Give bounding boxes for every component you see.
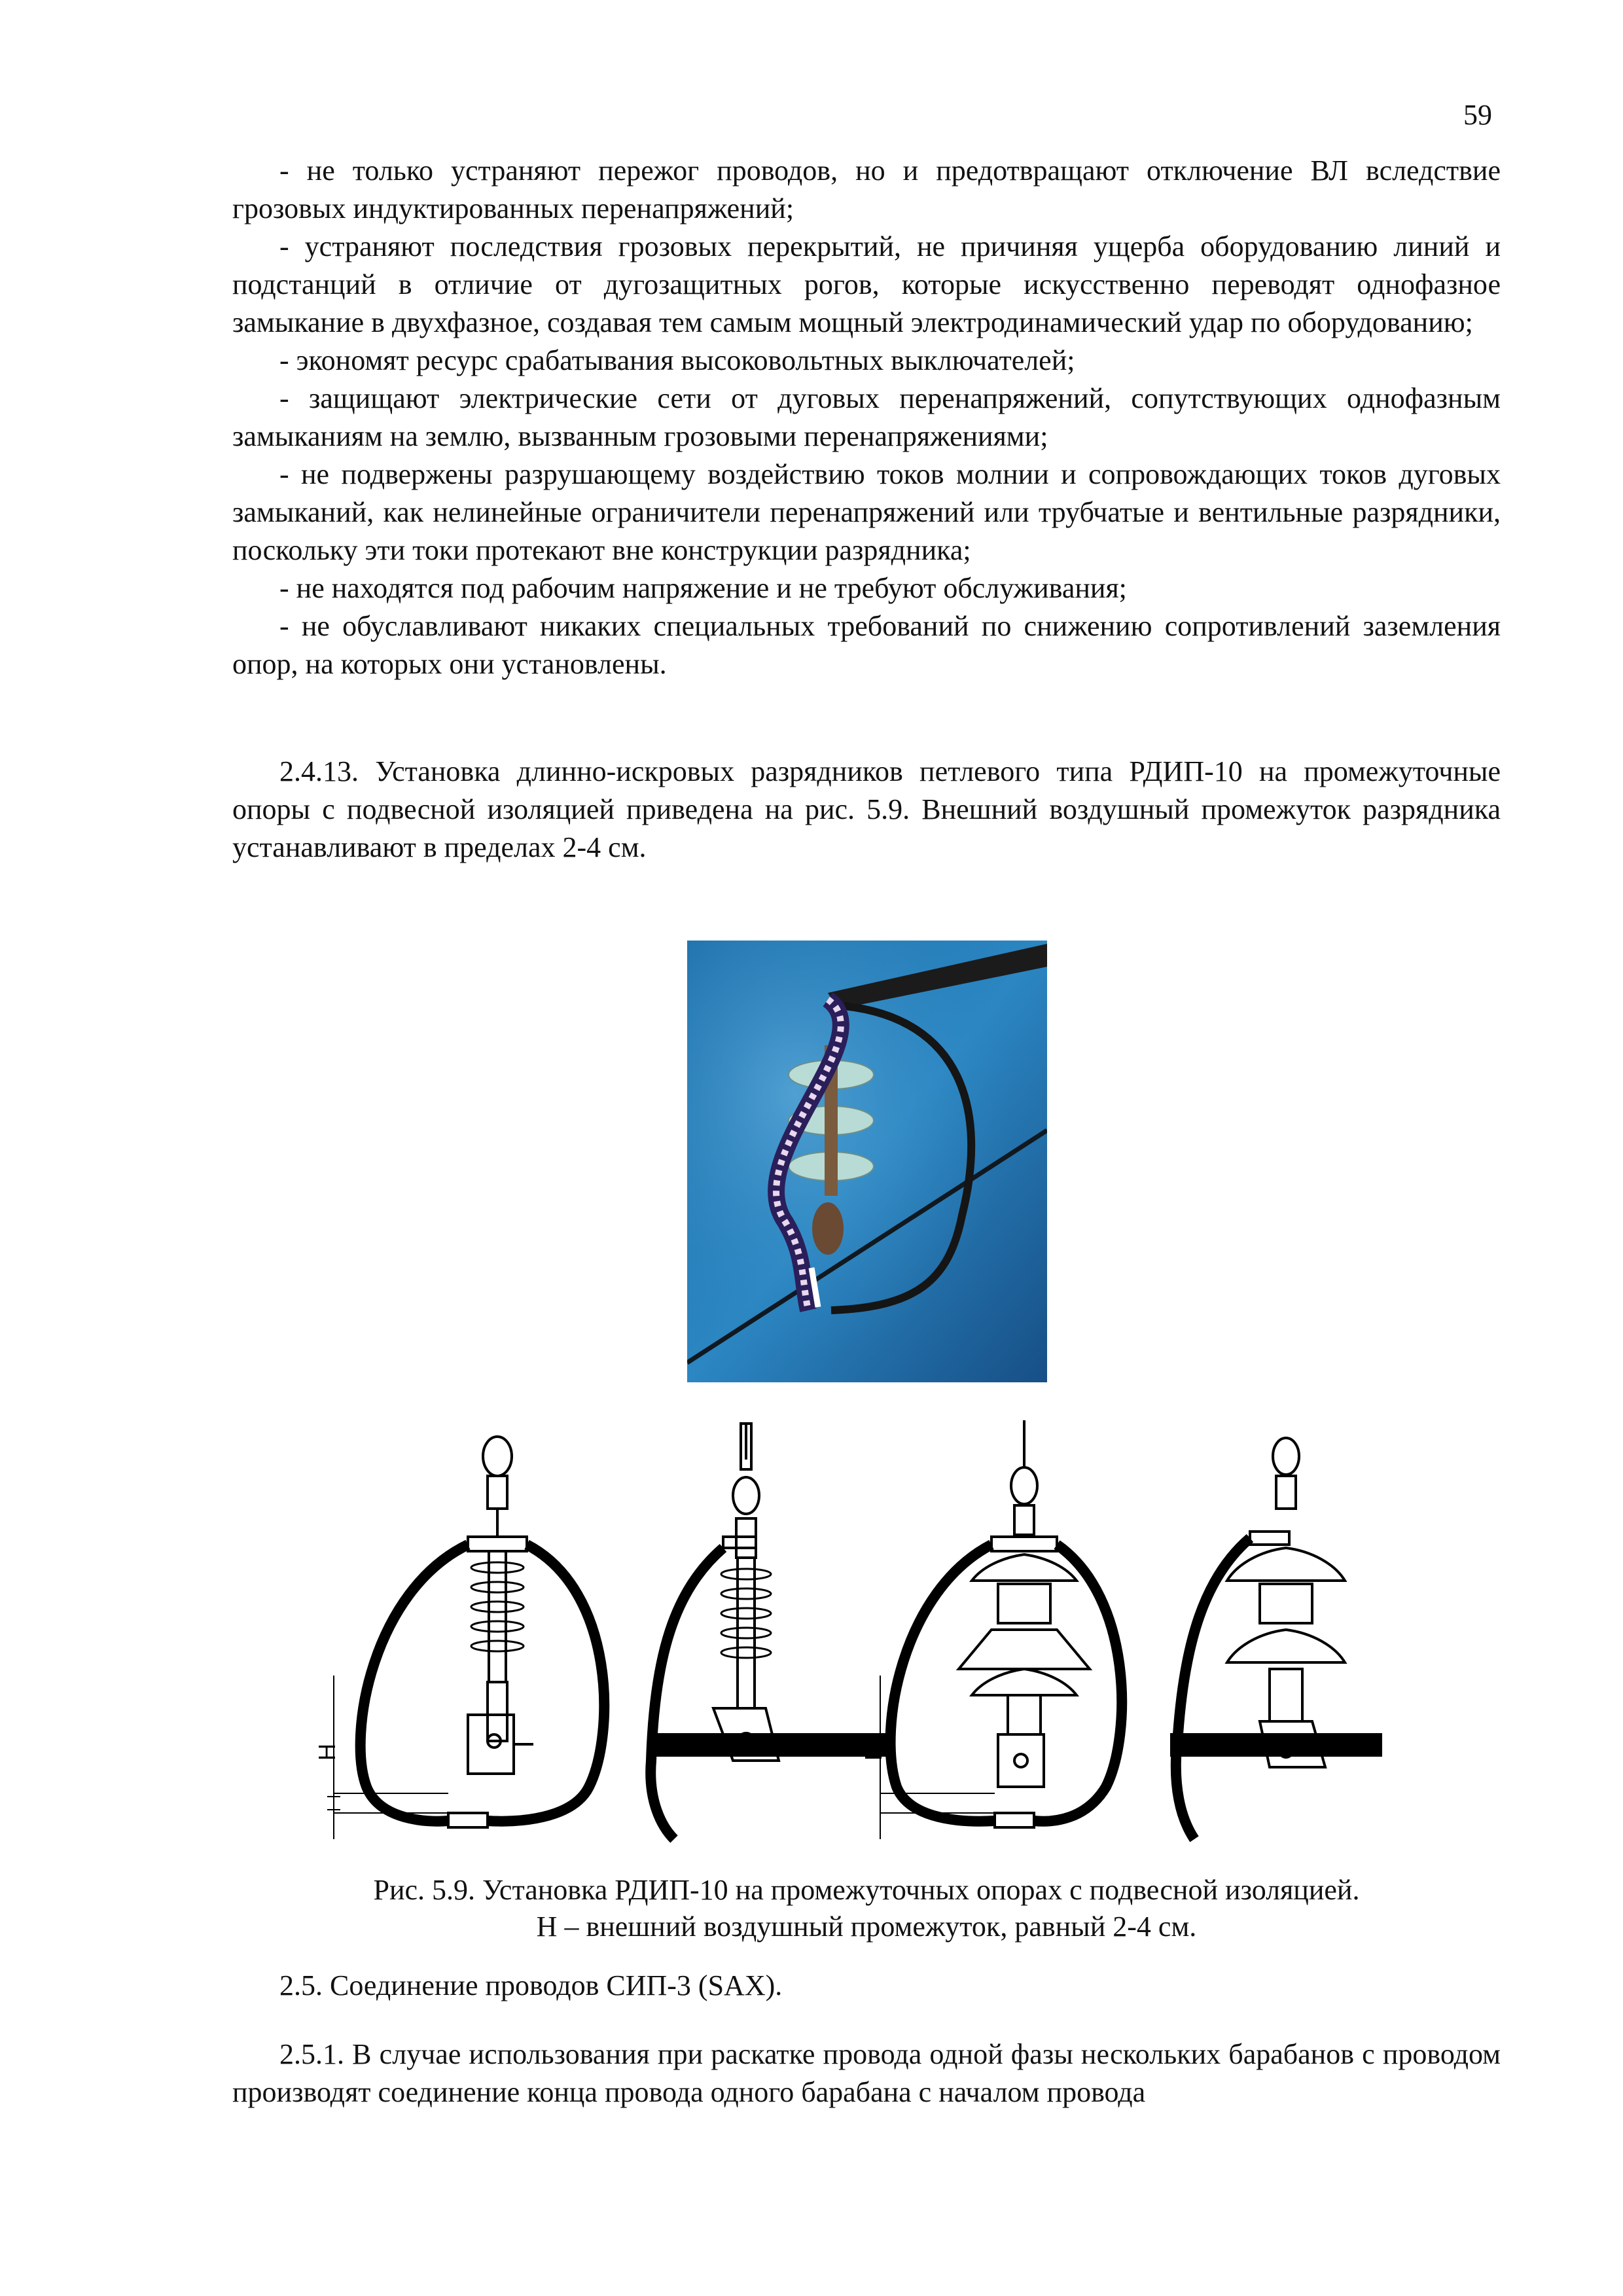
dimension-label-h: H <box>860 1744 887 1761</box>
advantages-list <box>232 152 1501 683</box>
list-item: - не только устраняют пережог проводов, но и предотвращают отключение ВЛ вследствие грозовых индуктированных перенапряжений; <box>232 154 1501 224</box>
list-item: - экономят ресурс срабатывания высоковольтных выключателей; <box>279 344 1075 376</box>
section-heading-2-5 <box>232 1967 1501 2005</box>
figure-caption <box>232 1872 1501 1945</box>
page-number: 59 <box>1463 99 1492 131</box>
drawing-rod-insulator-side <box>651 1424 893 1839</box>
drawing-disc-insulator-side <box>1171 1438 1381 1839</box>
list-item: - устраняют последствия грозовых перекрытий, не причиняя ущерба оборудованию линий и подстанций в отличие от дугозащитных рогов, которые искусственно переводят однофазное замыкание в двухфазное, создавая тем самым мощный электродинамический удар по оборудованию; <box>232 230 1501 338</box>
dimension-label-h: H <box>313 1744 340 1761</box>
caption-line: Рис. 5.9. Установка РДИП-10 на промежуточных опорах с подвесной изоляцией. <box>373 1874 1360 1906</box>
list-item: - не подвержены разрушающему воздействию токов молнии и сопровождающих токов дуговых замыканий, как нелинейные ограничители перенапряжений или трубчатые и вентильные разрядники, поскольку эти токи протекают вне конструкции разрядника; <box>232 458 1501 566</box>
list-item: - не находятся под рабочим напряжение и не требуют обслуживания; <box>279 572 1127 604</box>
list-item: - не обуславливают никаких специальных требований по снижению сопротивлений заземления опор, на которых они установлены. <box>232 610 1501 680</box>
arrester-photo <box>687 941 1047 1382</box>
paragraph-2-5-1 <box>232 2036 1501 2111</box>
section-heading-text: 2.5. Соединение проводов СИП-3 (SAX). <box>279 1969 783 2001</box>
paragraph-text: 2.4.13. Установка длинно-искровых разрядников петлевого типа РДИП-10 на промежуточные опоры с подвесной изоляцией приведена на рис. 5.9. Внешний воздушный промежуток разрядника устанавливают в пределах 2-4 см. <box>232 755 1501 863</box>
caption-line: Н – внешний воздушный промежуток, равный 2-4 см. <box>536 1910 1197 1943</box>
installation-drawings <box>308 1420 1387 1852</box>
list-item: - защищают электрические сети от дуговых перенапряжений, сопутствующих однофазным замыканиям на землю, вызванным грозовыми перенапряжениями; <box>232 382 1501 452</box>
drawing-disc-insulator-loop <box>880 1420 1122 1839</box>
drawing-rod-insulator-loop <box>327 1437 604 1839</box>
paragraph-2-4-13 <box>232 753 1501 867</box>
paragraph-text: 2.5.1. В случае использования при раскатке провода одной фазы нескольких барабанов с проводом производят соединение конца провода одного барабана с началом провода <box>232 2038 1501 2108</box>
